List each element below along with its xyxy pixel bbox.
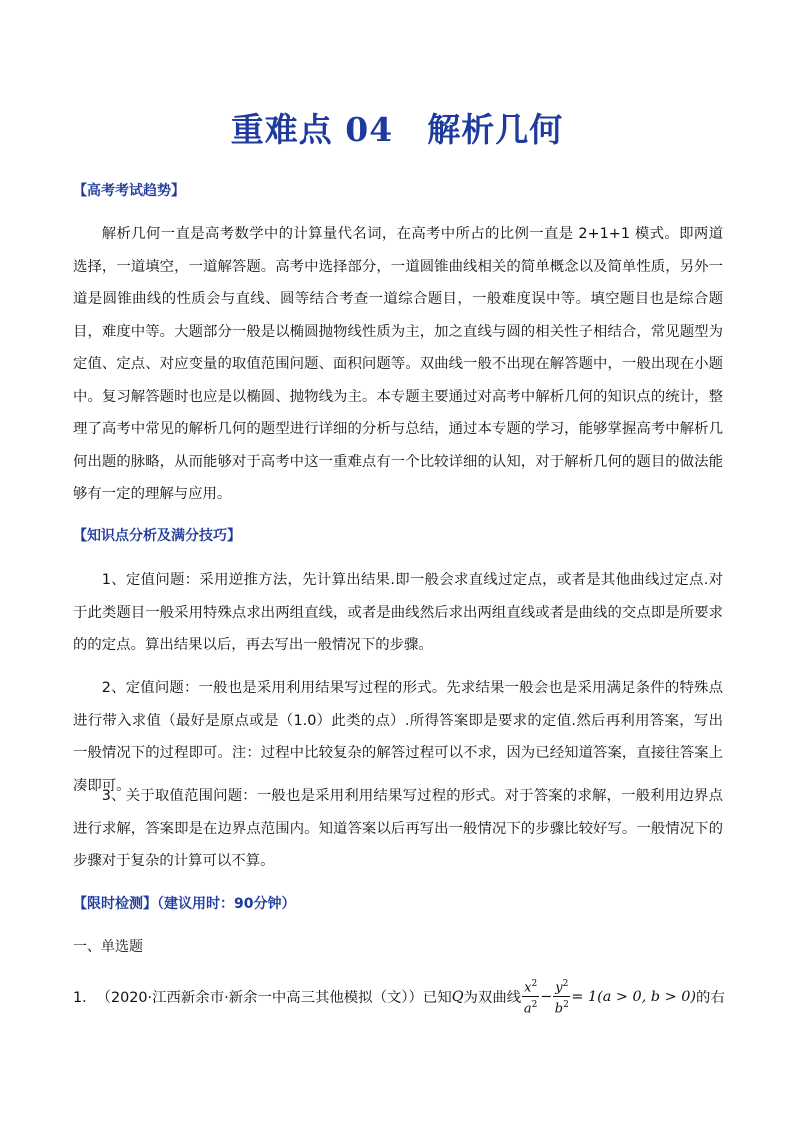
trend-paragraph: 解析几何一直是高考数学中的计算量代名词，在高考中所占的比例一直是 2+1+1 模式。即两道选择，一道填空，一道解答题。高考中选择部分，一道圆锥曲线相关的简单概念以及简单性质，另外一道是圆锥曲线的性质会与直线、圆等结合考查一道综合题目，一般难度误中等。填空题目也是综合题目，难度中等。大题部分一般是以椭圆抛物线性质为主，加之直线与圆的相关性子相结合，常见题型为定值、定点、对应变量的取值范围问题、面积问题等。双曲线一般不出现在解答题中，一般出现在小题中。复习解答题时也应是以椭圆、抛物线为主。本专题主要通过对高考中解析几何的知识点的统计，整理了高考中常见的解析几何的题型进行详细的分析与总结，通过本专题的学习，能够掌握高考中解析几何出题的脉略，从而能够对于高考中这一重难点有一个比较详细的认知，对于解析几何的题目的做法能够有一定的理解与应用。 — [73, 226, 723, 502]
question-tail: 的右 — [696, 990, 725, 1007]
fraction-y-over-b: $\frac{y^2}{b^2}$ — [553, 976, 570, 1018]
test-heading-row — [73, 893, 295, 913]
skills-heading: 【知识点分析及满分技巧】 — [73, 528, 241, 544]
question-source: （2020·江西新余市·新余一中高三其他模拟（文））已知 — [96, 990, 452, 1007]
question-mid: 为双曲线 — [463, 990, 522, 1007]
skill-item-1: 1、定值问题：采用逆推方法，先计算出结果.即一般会求直线过定点，或者是其他曲线过定点.对于此类题目一般采用特殊点求出两组直线，或者是曲线然后求出两组直线或者是曲线的交点即是所要求的的定点。算出结果以后，再去写出一般情况下的步骤。 — [73, 572, 723, 653]
question-1: 1． （2020·江西新余市·新余一中高三其他模拟（文））已知 Q 为双曲线 $\frac{x^2}{a^2}$ − $\frac{y^2}{b^2}$ = 1 (a > 0, b > 0) 的右 — [73, 976, 733, 1018]
trend-heading: 【高考考试趋势】 — [73, 183, 185, 199]
skill-item-3: 3、关于取值范围问题：一般也是采用利用结果写过程的形式。对于答案的求解，一般利用边界点进行求解，答案即是在边界点范围内。知道答案以后再写出一般情况下的步骤比较好写。一般情况下的步骤对于复杂的计算可以不算。 — [73, 788, 723, 869]
page-title: 重难点 04 解析几何 — [230, 110, 564, 149]
test-time-note: （建议用时：90分钟） — [157, 896, 296, 912]
skill-item-2: 2、定值问题：一般也是采用利用结果写过程的形式。先求结果一般会也是采用满足条件的特殊点进行带入求值（最好是原点或是（1.0）此类的点）.所得答案即是要求的定值.然后再利用答案，写出一般情况下的过程即可。注：过程中比较复杂的解答过程可以不求，因为已经知道答案，直接往答案上凑即可。 — [73, 680, 723, 794]
fraction-x-over-a: $\frac{x^2}{a^2}$ — [522, 976, 539, 1018]
hyperbola-condition: (a > 0, b > 0) — [597, 988, 697, 1005]
point-q-symbol: Q — [451, 988, 464, 1005]
section-single-choice: 一、单选题 — [73, 939, 143, 955]
test-heading: 【限时检测】 — [73, 896, 157, 912]
question-number: 1． — [73, 990, 97, 1007]
